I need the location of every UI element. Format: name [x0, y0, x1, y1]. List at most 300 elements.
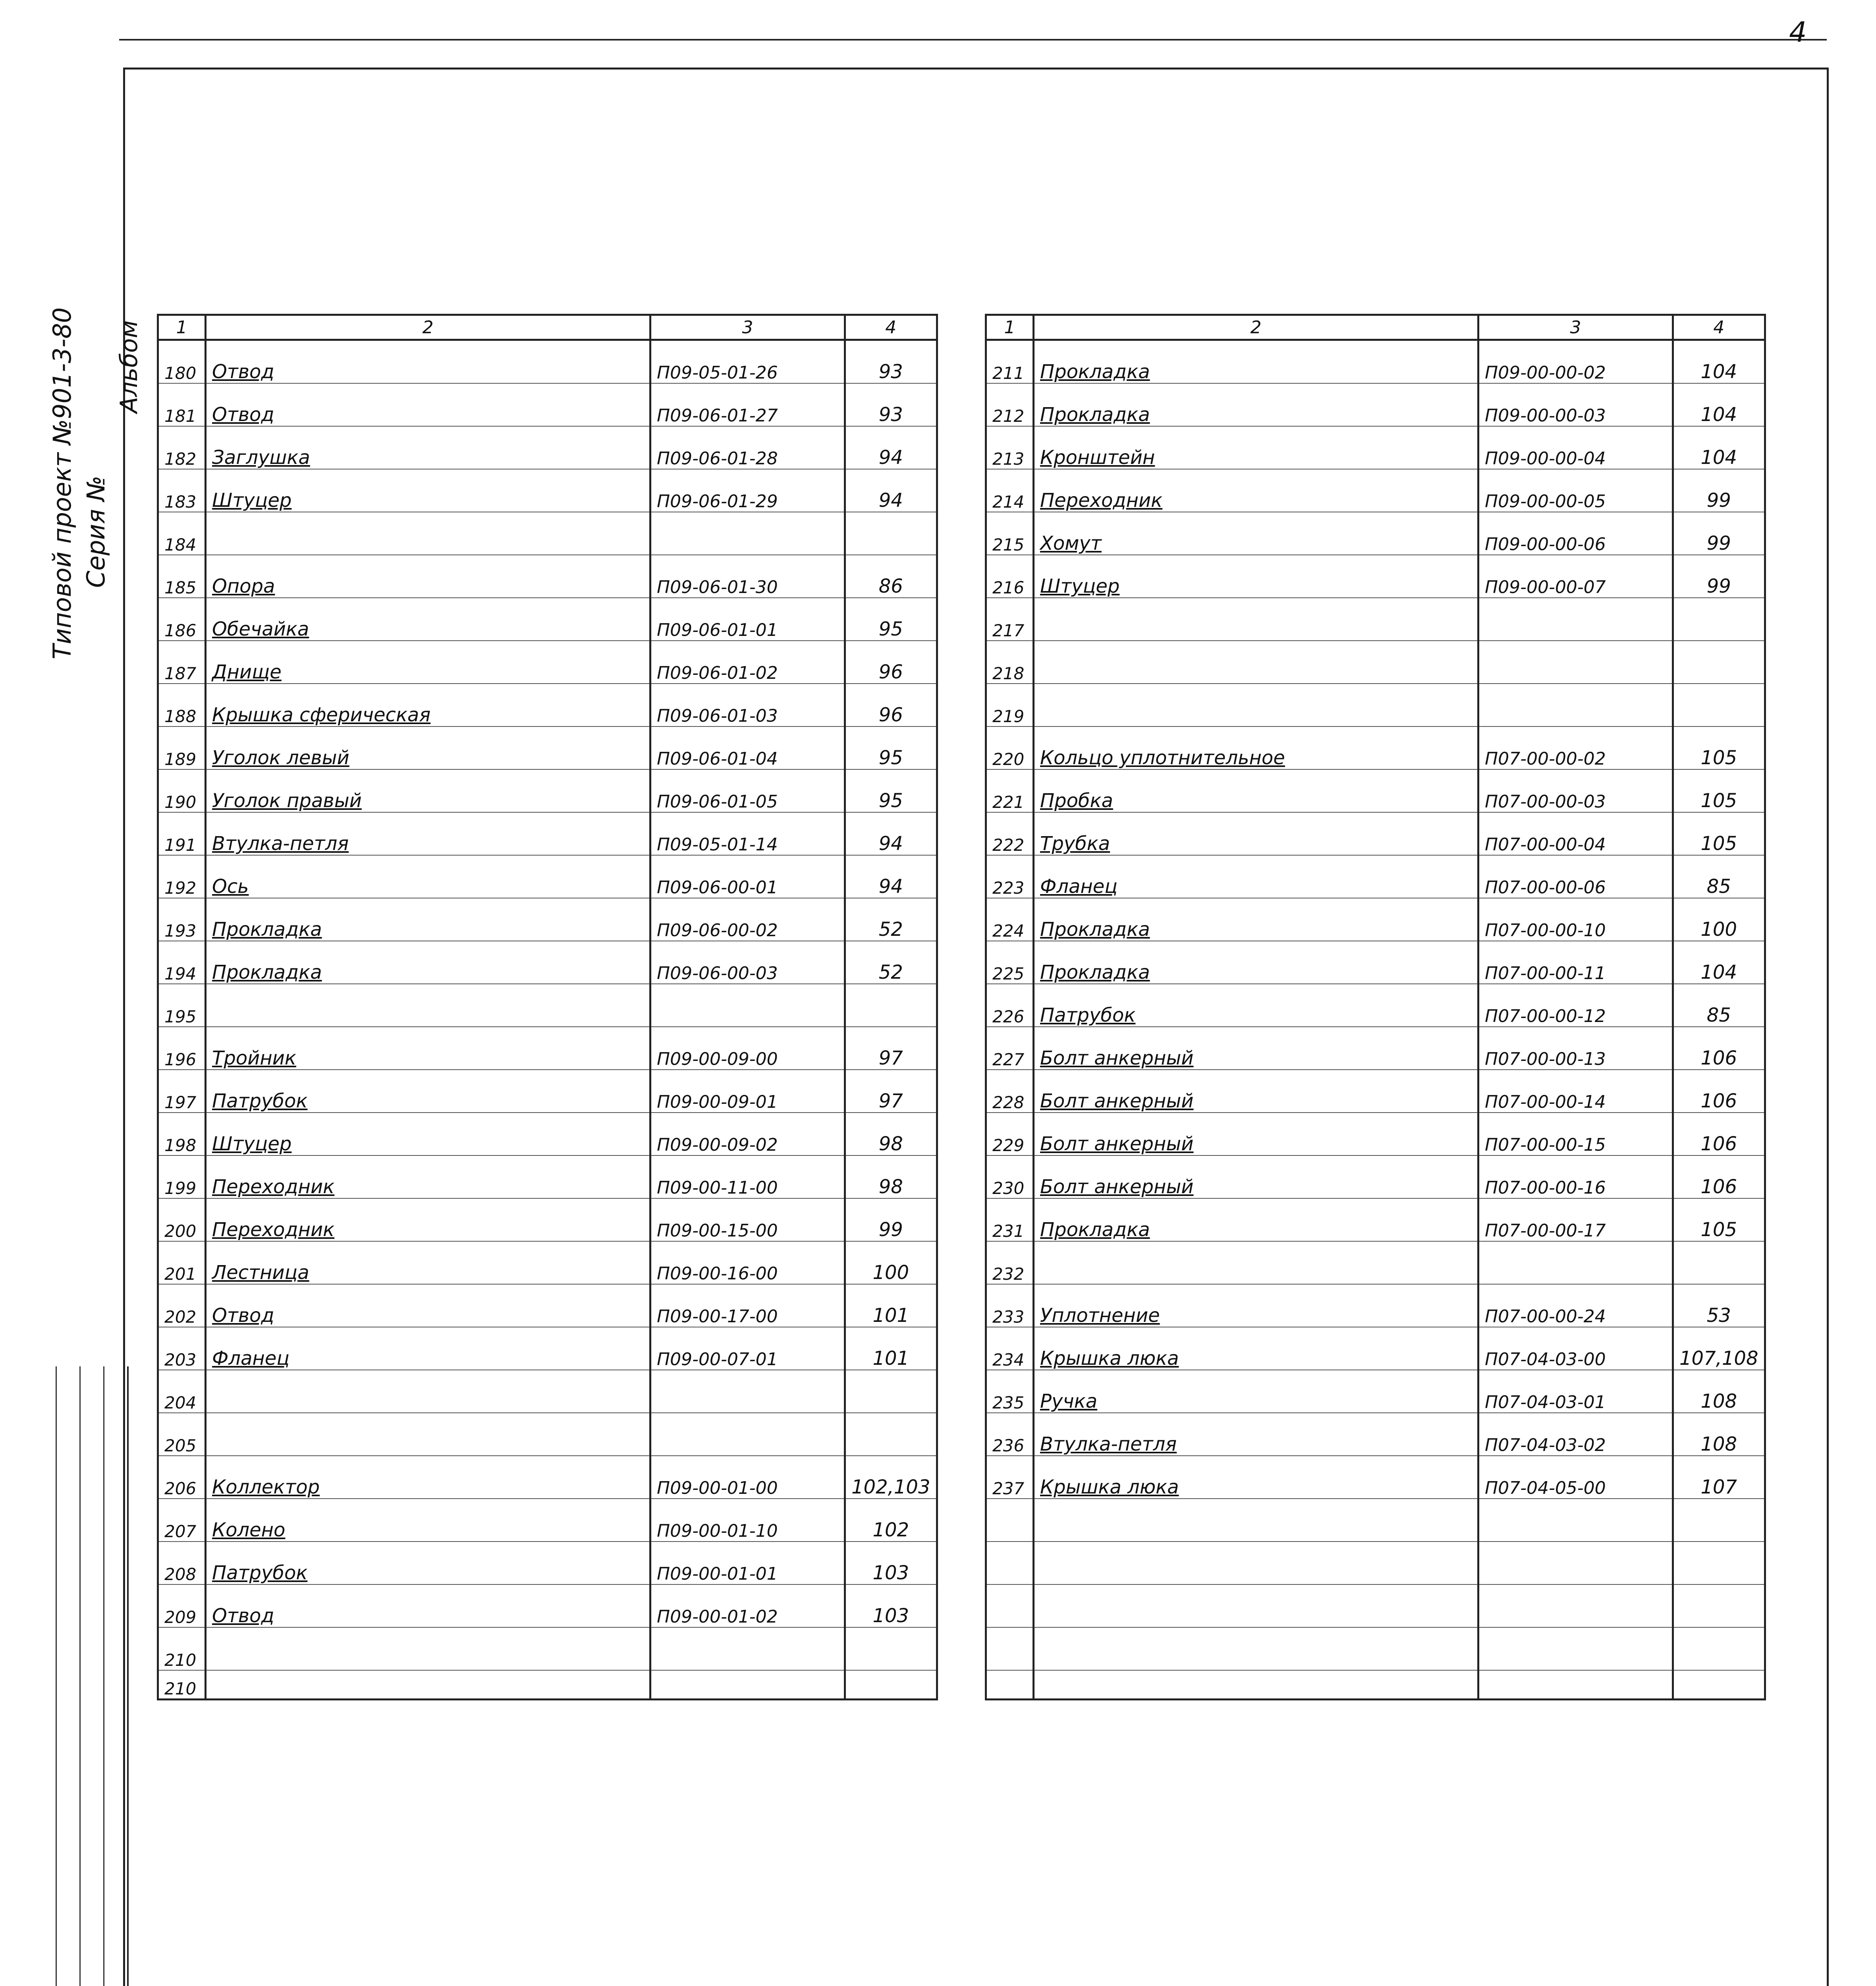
col-header-3: 3 — [1478, 315, 1673, 340]
row-name: Отвод — [206, 1284, 650, 1327]
table-row — [158, 1113, 937, 1155]
table-row — [986, 1113, 1765, 1155]
stamp-column — [103, 1366, 128, 1986]
end-cell — [1673, 1670, 1765, 1700]
row-page: 99 — [1673, 512, 1765, 555]
row-name: Прокладка — [1034, 1198, 1478, 1241]
table-row — [986, 1155, 1765, 1198]
row-page: 85 — [1673, 984, 1765, 1027]
row-code: П07-04-03-01 — [1478, 1370, 1673, 1413]
row-name — [206, 1413, 650, 1456]
row-page: 94 — [845, 855, 937, 898]
row-code: П07-00-00-02 — [1478, 726, 1673, 769]
right-table-body — [986, 340, 1765, 1700]
side-album-label: Альбом — [115, 320, 143, 413]
row-number: 230 — [986, 1155, 1034, 1198]
row-name — [1034, 1542, 1478, 1584]
table-row — [158, 1155, 937, 1198]
table-row — [158, 1241, 937, 1284]
row-code: П07-00-00-04 — [1478, 812, 1673, 855]
table-row — [158, 469, 937, 512]
row-number: 237 — [986, 1456, 1034, 1499]
row-page: 94 — [845, 426, 937, 469]
row-page: 103 — [845, 1584, 937, 1627]
table-row — [158, 855, 937, 898]
row-page: 108 — [1673, 1370, 1765, 1413]
table-row — [986, 340, 1765, 384]
row-name: Хомут — [1034, 512, 1478, 555]
row-name: Колено — [206, 1499, 650, 1542]
row-code — [650, 1370, 845, 1413]
row-code: П09-06-01-28 — [650, 426, 845, 469]
table-row — [986, 1627, 1765, 1670]
row-name: Заглушка — [206, 426, 650, 469]
row-code: П09-00-00-07 — [1478, 555, 1673, 598]
row-page: 98 — [845, 1155, 937, 1198]
row-page — [1673, 1627, 1765, 1670]
row-number: 207 — [158, 1499, 206, 1542]
row-code: П09-06-01-29 — [650, 469, 845, 512]
row-name: Переходник — [206, 1155, 650, 1198]
row-page — [1673, 684, 1765, 726]
row-code: П09-06-01-30 — [650, 555, 845, 598]
table-row — [986, 1241, 1765, 1284]
table-row — [986, 726, 1765, 769]
right-table-header — [986, 315, 1765, 340]
table-row — [158, 1499, 937, 1542]
row-number: 226 — [986, 984, 1034, 1027]
row-page: 97 — [845, 1070, 937, 1113]
row-code: П07-04-05-00 — [1478, 1456, 1673, 1499]
row-number: 192 — [158, 855, 206, 898]
row-number: 214 — [986, 469, 1034, 512]
row-code — [1478, 598, 1673, 641]
row-page: 96 — [845, 641, 937, 684]
row-number: 233 — [986, 1284, 1034, 1327]
stamp-column — [56, 1366, 81, 1986]
row-page: 86 — [845, 555, 937, 598]
row-name: Штуцер — [1034, 555, 1478, 598]
row-page: 105 — [1673, 769, 1765, 812]
row-page: 104 — [1673, 941, 1765, 984]
row-page: 52 — [845, 941, 937, 984]
table-row — [158, 1370, 937, 1413]
row-number: 227 — [986, 1027, 1034, 1070]
row-page — [1673, 641, 1765, 684]
row-number: 189 — [158, 726, 206, 769]
row-number: 201 — [158, 1241, 206, 1284]
row-code: П09-06-00-01 — [650, 855, 845, 898]
row-number: 202 — [158, 1284, 206, 1327]
row-number: 224 — [986, 898, 1034, 941]
row-number: 190 — [158, 769, 206, 812]
row-code — [1478, 1584, 1673, 1627]
row-number: 215 — [986, 512, 1034, 555]
row-name: Болт анкерный — [1034, 1027, 1478, 1070]
row-number: 234 — [986, 1327, 1034, 1370]
row-number: 219 — [986, 684, 1034, 726]
row-number: 198 — [158, 1113, 206, 1155]
table-row — [158, 1327, 937, 1370]
margin-signature-stamp — [32, 1366, 129, 1986]
sheet-number: 4 — [1789, 16, 1807, 48]
row-page: 102 — [845, 1499, 937, 1542]
row-page: 106 — [1673, 1070, 1765, 1113]
row-number: 216 — [986, 555, 1034, 598]
row-name: Отвод — [206, 1584, 650, 1627]
table-row — [986, 598, 1765, 641]
row-page: 106 — [1673, 1113, 1765, 1155]
row-number: 203 — [158, 1327, 206, 1370]
row-name: Коллектор — [206, 1456, 650, 1499]
table-row — [986, 1542, 1765, 1584]
row-name — [1034, 684, 1478, 726]
row-page: 99 — [845, 1198, 937, 1241]
table-row — [986, 426, 1765, 469]
table-row — [986, 1584, 1765, 1627]
row-code: П09-06-01-04 — [650, 726, 845, 769]
row-number: 182 — [158, 426, 206, 469]
table-row — [158, 383, 937, 426]
table-row — [986, 1413, 1765, 1456]
col-header-3: 3 — [650, 315, 845, 340]
left-table-header — [158, 315, 937, 340]
row-name: Фланец — [206, 1327, 650, 1370]
row-page: 101 — [845, 1284, 937, 1327]
row-code: П09-06-01-01 — [650, 598, 845, 641]
table-row — [986, 855, 1765, 898]
row-number: 225 — [986, 941, 1034, 984]
row-name: Болт анкерный — [1034, 1113, 1478, 1155]
row-page — [845, 1370, 937, 1413]
table-row — [158, 1284, 937, 1327]
row-name: Патрубок — [1034, 984, 1478, 1027]
row-page: 85 — [1673, 855, 1765, 898]
row-page: 103 — [845, 1542, 937, 1584]
row-number: 200 — [158, 1198, 206, 1241]
row-code: П09-05-01-14 — [650, 812, 845, 855]
table-end-row — [158, 1670, 937, 1700]
row-code: П09-00-16-00 — [650, 1241, 845, 1284]
row-page: 100 — [845, 1241, 937, 1284]
row-page: 101 — [845, 1327, 937, 1370]
row-code: П07-00-00-17 — [1478, 1198, 1673, 1241]
row-name: Отвод — [206, 383, 650, 426]
row-code: П09-00-01-10 — [650, 1499, 845, 1542]
table-row — [158, 555, 937, 598]
table-row — [986, 684, 1765, 726]
row-page: 104 — [1673, 426, 1765, 469]
stamp-column — [79, 1366, 104, 1986]
row-code: П09-00-01-01 — [650, 1542, 845, 1584]
row-number: 213 — [986, 426, 1034, 469]
row-code: П09-00-00-04 — [1478, 426, 1673, 469]
row-code — [1478, 684, 1673, 726]
row-number: 208 — [158, 1542, 206, 1584]
row-page: 94 — [845, 812, 937, 855]
table-row — [158, 984, 937, 1027]
row-code: П07-00-00-14 — [1478, 1070, 1673, 1113]
row-name: Тройник — [206, 1027, 650, 1070]
table-row — [158, 1584, 937, 1627]
row-page: 96 — [845, 684, 937, 726]
table-row — [986, 1284, 1765, 1327]
row-page — [845, 1413, 937, 1456]
row-number: 195 — [158, 984, 206, 1027]
row-number: 220 — [986, 726, 1034, 769]
row-name — [1034, 1499, 1478, 1542]
row-name — [206, 1370, 650, 1413]
row-name: Прокладка — [206, 941, 650, 984]
table-row — [986, 941, 1765, 984]
row-code: П09-00-09-02 — [650, 1113, 845, 1155]
row-page: 106 — [1673, 1027, 1765, 1070]
row-page: 104 — [1673, 340, 1765, 384]
left-spec-table — [157, 314, 938, 1700]
row-name — [206, 984, 650, 1027]
row-number — [986, 1584, 1034, 1627]
row-page: 107 — [1673, 1456, 1765, 1499]
row-code — [1478, 641, 1673, 684]
row-code: П07-00-00-13 — [1478, 1027, 1673, 1070]
end-cell — [650, 1670, 845, 1700]
row-number: 236 — [986, 1413, 1034, 1456]
row-code: П09-05-01-26 — [650, 340, 845, 384]
row-number: 196 — [158, 1027, 206, 1070]
row-number: 211 — [986, 340, 1034, 384]
col-header-2: 2 — [206, 315, 650, 340]
row-number: 181 — [158, 383, 206, 426]
table-row — [158, 1456, 937, 1499]
row-page: 106 — [1673, 1155, 1765, 1198]
row-page: 105 — [1673, 1198, 1765, 1241]
col-header-2: 2 — [1034, 315, 1478, 340]
table-row — [986, 812, 1765, 855]
row-page — [845, 512, 937, 555]
row-page: 108 — [1673, 1413, 1765, 1456]
row-number: 212 — [986, 383, 1034, 426]
row-number: 232 — [986, 1241, 1034, 1284]
row-number: 222 — [986, 812, 1034, 855]
table-row — [158, 941, 937, 984]
table-row — [986, 1456, 1765, 1499]
row-name: Втулка-петля — [1034, 1413, 1478, 1456]
col-header-4: 4 — [1673, 315, 1765, 340]
row-code: П07-00-00-06 — [1478, 855, 1673, 898]
row-name — [1034, 1241, 1478, 1284]
table-row — [986, 1198, 1765, 1241]
row-page: 98 — [845, 1113, 937, 1155]
row-page: 107,108 — [1673, 1327, 1765, 1370]
table-row — [158, 598, 937, 641]
row-number: 184 — [158, 512, 206, 555]
row-number: 191 — [158, 812, 206, 855]
row-name: Ось — [206, 855, 650, 898]
row-code: П09-00-00-03 — [1478, 383, 1673, 426]
table-row — [158, 684, 937, 726]
row-name — [1034, 598, 1478, 641]
row-number: 185 — [158, 555, 206, 598]
row-name: Обечайка — [206, 598, 650, 641]
row-page: 52 — [845, 898, 937, 941]
row-number: 218 — [986, 641, 1034, 684]
row-code: П09-00-11-00 — [650, 1155, 845, 1198]
row-code — [1478, 1241, 1673, 1284]
row-code — [650, 1413, 845, 1456]
row-name: Прокладка — [1034, 898, 1478, 941]
row-number: 187 — [158, 641, 206, 684]
row-name: Втулка-петля — [206, 812, 650, 855]
row-number: 193 — [158, 898, 206, 941]
row-name: Прокладка — [206, 898, 650, 941]
row-page: 105 — [1673, 812, 1765, 855]
row-page — [1673, 1499, 1765, 1542]
row-name: Болт анкерный — [1034, 1070, 1478, 1113]
row-code: П07-00-00-24 — [1478, 1284, 1673, 1327]
table-row — [158, 426, 937, 469]
row-code — [650, 512, 845, 555]
row-name: Переходник — [206, 1198, 650, 1241]
row-code: П09-06-01-02 — [650, 641, 845, 684]
row-page — [1673, 1584, 1765, 1627]
end-cell — [986, 1670, 1034, 1700]
row-code: П09-06-01-27 — [650, 383, 845, 426]
row-code: П09-00-00-05 — [1478, 469, 1673, 512]
table-row — [986, 769, 1765, 812]
row-name: Штуцер — [206, 469, 650, 512]
end-cell — [1478, 1670, 1673, 1700]
table-row — [158, 1542, 937, 1584]
table-end-row — [986, 1670, 1765, 1700]
end-cell — [845, 1670, 937, 1700]
row-name: Прокладка — [1034, 941, 1478, 984]
table-row — [986, 469, 1765, 512]
row-code: П07-00-00-15 — [1478, 1113, 1673, 1155]
table-row — [986, 898, 1765, 941]
row-page: 99 — [1673, 469, 1765, 512]
row-page — [845, 984, 937, 1027]
table-row — [158, 898, 937, 941]
row-page: 95 — [845, 598, 937, 641]
row-code: П09-00-09-01 — [650, 1070, 845, 1113]
table-row — [158, 1027, 937, 1070]
row-number: 223 — [986, 855, 1034, 898]
row-code: П09-00-00-06 — [1478, 512, 1673, 555]
row-page: 100 — [1673, 898, 1765, 941]
row-name: Лестница — [206, 1241, 650, 1284]
row-name: Патрубок — [206, 1070, 650, 1113]
row-code: П07-04-03-00 — [1478, 1327, 1673, 1370]
row-code: П07-00-00-16 — [1478, 1155, 1673, 1198]
row-name: Штуцер — [206, 1113, 650, 1155]
row-name: Днище — [206, 641, 650, 684]
table-row — [986, 641, 1765, 684]
row-code: П09-06-01-05 — [650, 769, 845, 812]
row-number — [986, 1542, 1034, 1584]
table-row — [986, 984, 1765, 1027]
row-code: П09-00-09-00 — [650, 1027, 845, 1070]
row-page: 95 — [845, 726, 937, 769]
row-code: П09-00-17-00 — [650, 1284, 845, 1327]
row-number: 188 — [158, 684, 206, 726]
table-row — [158, 340, 937, 384]
row-number — [986, 1499, 1034, 1542]
side-project-label: Типовой проект №901-3-80 — [48, 307, 77, 659]
row-name — [206, 1627, 650, 1670]
row-code — [1478, 1542, 1673, 1584]
row-page: 53 — [1673, 1284, 1765, 1327]
row-number: 217 — [986, 598, 1034, 641]
row-page — [1673, 598, 1765, 641]
row-number: 186 — [158, 598, 206, 641]
side-stamp — [40, 143, 143, 779]
row-page — [1673, 1241, 1765, 1284]
row-number: 231 — [986, 1198, 1034, 1241]
row-code: П09-00-01-02 — [650, 1584, 845, 1627]
row-code: П07-04-03-02 — [1478, 1413, 1673, 1456]
row-page: 99 — [1673, 555, 1765, 598]
row-number: 228 — [986, 1070, 1034, 1113]
row-number: 221 — [986, 769, 1034, 812]
table-row — [986, 1070, 1765, 1113]
row-code: П07-00-00-10 — [1478, 898, 1673, 941]
row-name — [1034, 1584, 1478, 1627]
row-name — [206, 512, 650, 555]
row-number — [986, 1627, 1034, 1670]
row-number: 209 — [158, 1584, 206, 1627]
table-row — [158, 1627, 937, 1670]
row-name — [1034, 1627, 1478, 1670]
row-name: Кронштейн — [1034, 426, 1478, 469]
row-name: Крышка люка — [1034, 1456, 1478, 1499]
row-code: П09-00-01-00 — [650, 1456, 845, 1499]
row-name: Опора — [206, 555, 650, 598]
row-code: П09-06-00-03 — [650, 941, 845, 984]
row-name: Отвод — [206, 340, 650, 384]
row-number: 180 — [158, 340, 206, 384]
row-name — [1034, 641, 1478, 684]
row-page — [845, 1627, 937, 1670]
table-row — [986, 1370, 1765, 1413]
row-number: 205 — [158, 1413, 206, 1456]
row-code: П09-06-01-03 — [650, 684, 845, 726]
col-header-1: 1 — [986, 315, 1034, 340]
table-row — [158, 512, 937, 555]
row-number: 206 — [158, 1456, 206, 1499]
row-name: Трубка — [1034, 812, 1478, 855]
table-row — [158, 769, 937, 812]
row-name: Переходник — [1034, 469, 1478, 512]
table-row — [986, 1327, 1765, 1370]
end-cell: 210 — [158, 1670, 206, 1700]
row-page: 95 — [845, 769, 937, 812]
table-row — [986, 1499, 1765, 1542]
row-name: Уплотнение — [1034, 1284, 1478, 1327]
row-name: Пробка — [1034, 769, 1478, 812]
top-rule — [119, 39, 1827, 41]
row-number: 229 — [986, 1113, 1034, 1155]
table-row — [158, 726, 937, 769]
row-page: 93 — [845, 340, 937, 384]
row-number: 197 — [158, 1070, 206, 1113]
row-code: П07-00-00-11 — [1478, 941, 1673, 984]
row-number: 204 — [158, 1370, 206, 1413]
row-code: П09-00-00-02 — [1478, 340, 1673, 384]
row-name: Кольцо уплотнительное — [1034, 726, 1478, 769]
table-row — [986, 1027, 1765, 1070]
row-name: Крышка сферическая — [206, 684, 650, 726]
row-code — [650, 1627, 845, 1670]
